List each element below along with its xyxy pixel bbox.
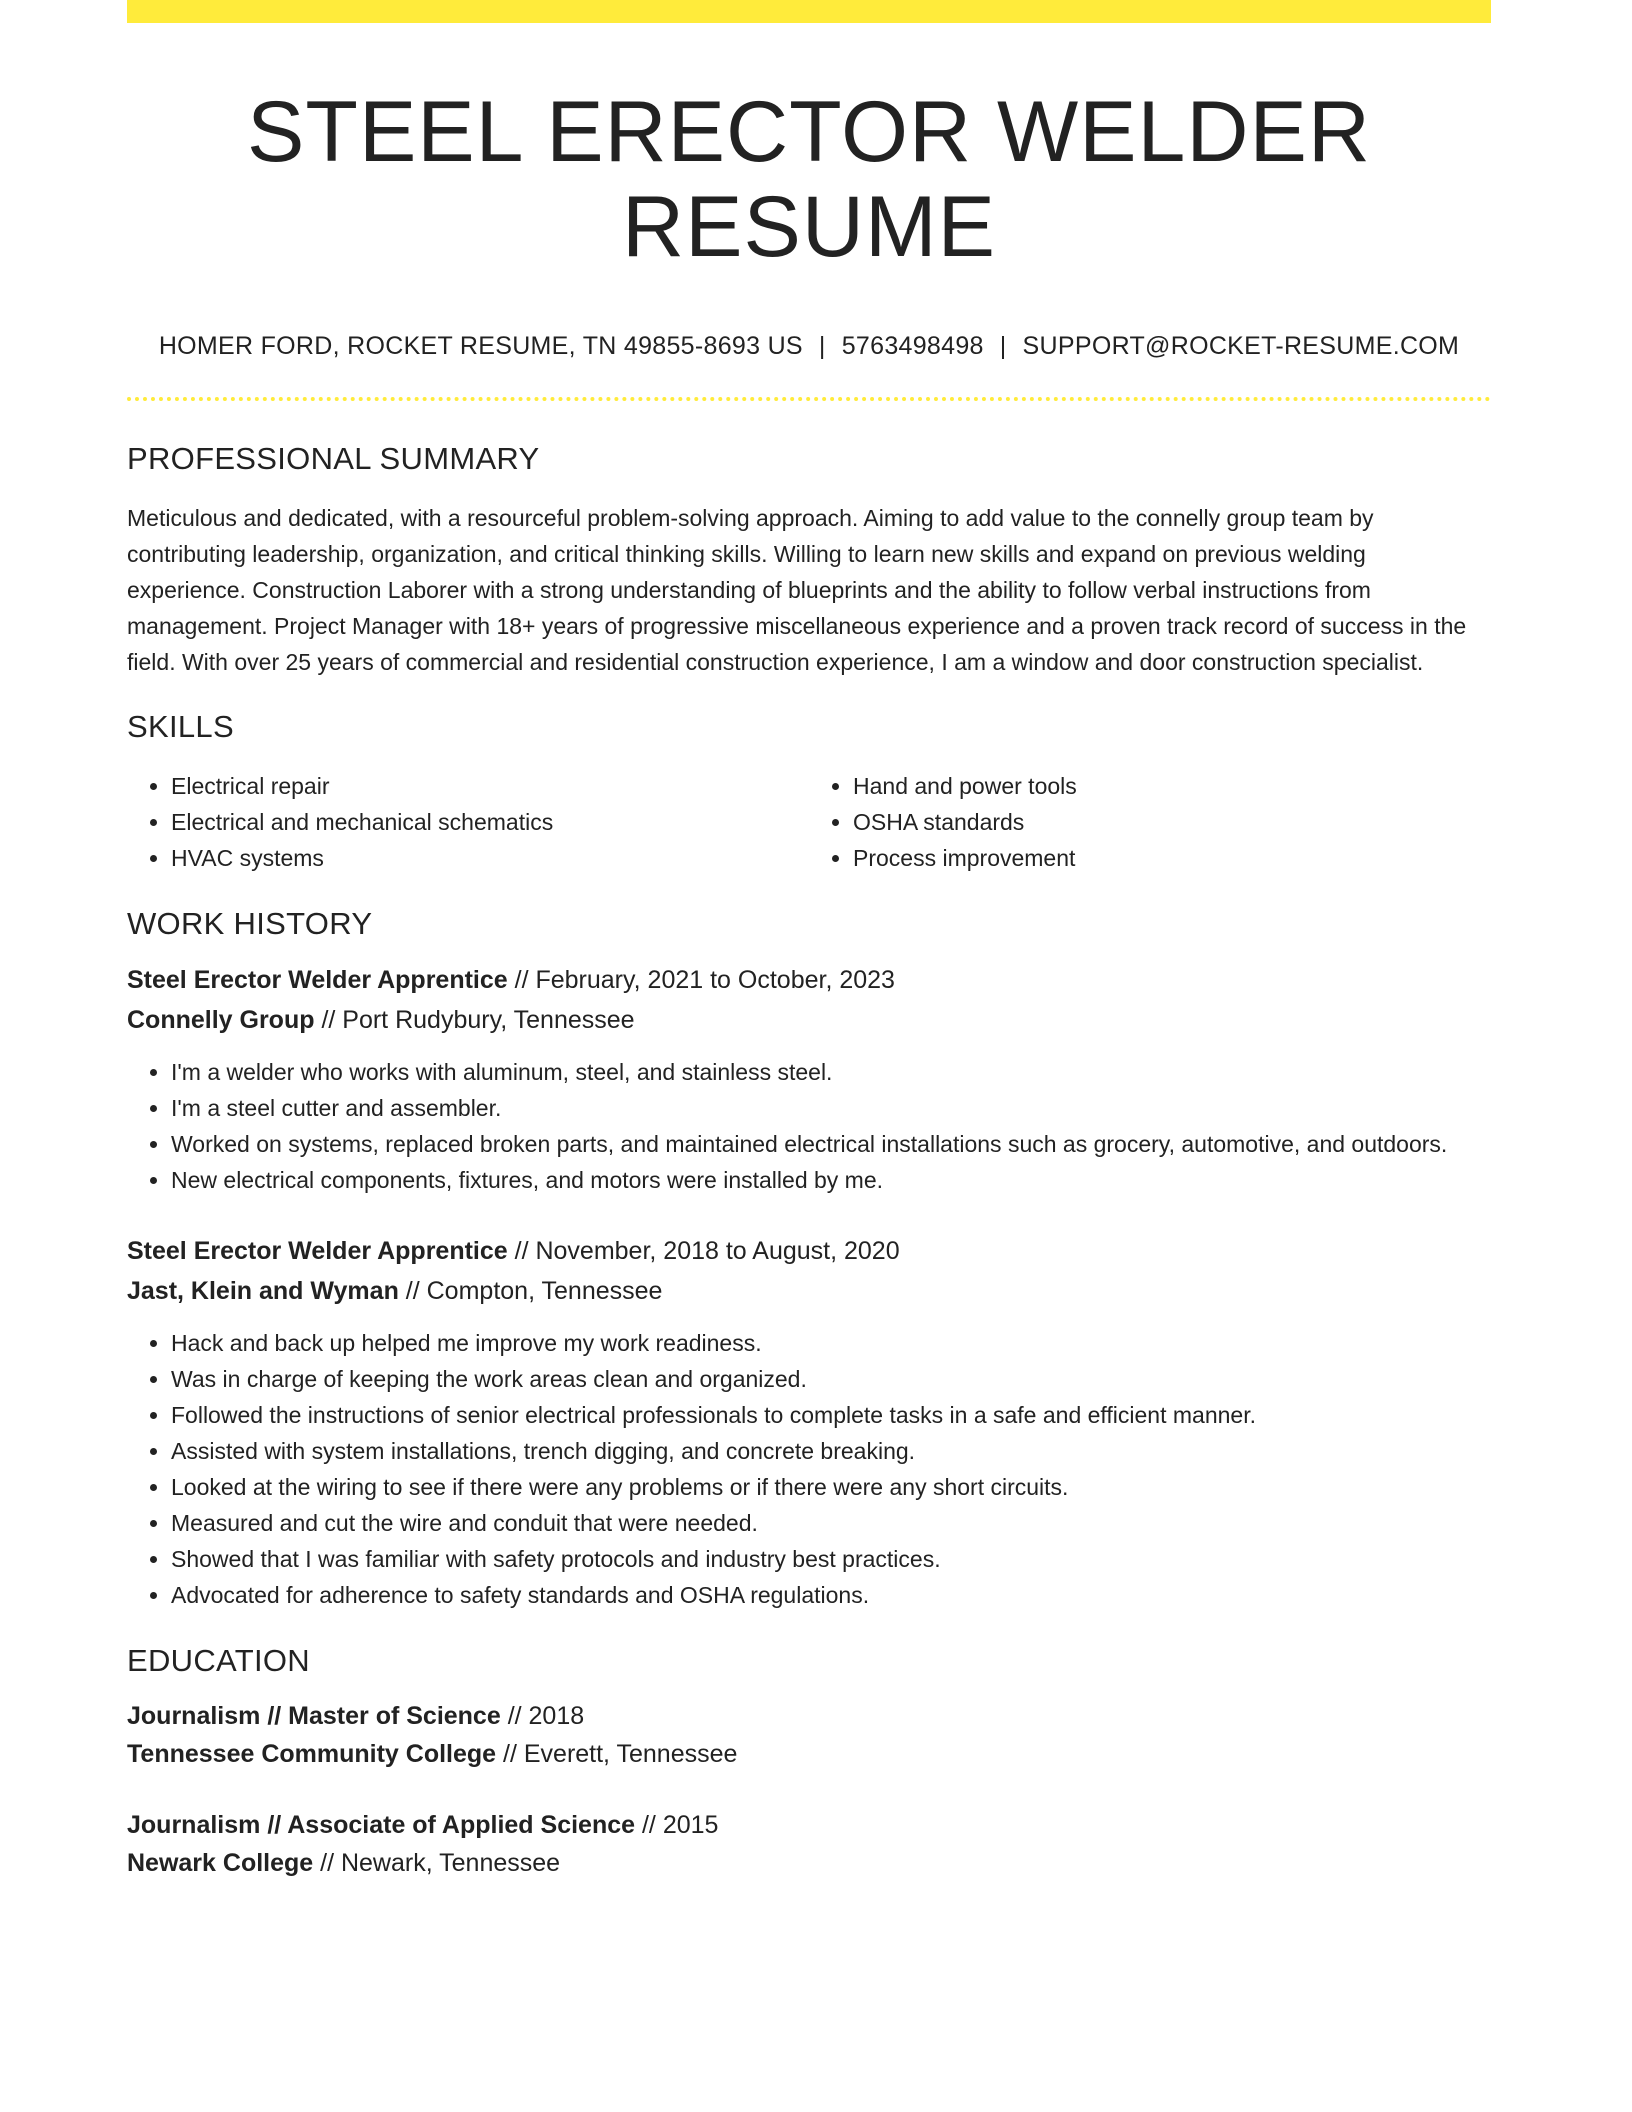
job-title-line (127, 1231, 1491, 1271)
job-location: // Port Rudybury, Tennessee (314, 1006, 635, 1035)
job-company: Connelly Group (127, 1006, 315, 1035)
education-entry (127, 1697, 1491, 1773)
skill-item: • OSHA standards (853, 804, 1491, 840)
skills-heading: SKILLS (127, 709, 234, 745)
contact-address: HOMER FORD, ROCKET RESUME, TN 49855-8693 US (158, 332, 803, 361)
dotted-divider (127, 397, 1491, 401)
job-entry (127, 960, 1491, 1198)
education-degree: Journalism // Master of Science (127, 1702, 501, 1731)
job-company-line (127, 1000, 1491, 1040)
education-heading: EDUCATION (127, 1643, 310, 1679)
education-degree-line (127, 1806, 1491, 1844)
education-degree: Journalism // Associate of Applied Science (127, 1811, 636, 1840)
job-bullets (127, 1325, 1491, 1613)
skill-item: • HVAC systems (171, 840, 809, 876)
job-bullet: • Followed the instructions of senior electrical professionals to complete tasks in a safe and efficient manner. (171, 1397, 1491, 1433)
contact-separator: | (999, 332, 1007, 361)
education-year: // 2015 (635, 1811, 719, 1840)
job-bullet: • Assisted with system installations, trench digging, and concrete breaking. (171, 1433, 1491, 1469)
job-company-line (127, 1271, 1491, 1311)
job-location: // Compton, Tennessee (398, 1277, 663, 1306)
job-dates: // February, 2021 to October, 2023 (507, 966, 895, 995)
education-school-line (127, 1844, 1491, 1882)
summary-heading: PROFESSIONAL SUMMARY (127, 441, 540, 477)
job-bullet: • Measured and cut the wire and conduit that were needed. (171, 1505, 1491, 1541)
job-title-line (127, 960, 1491, 1000)
contact-phone: 5763498498 (841, 332, 984, 361)
contact-line (127, 332, 1491, 361)
job-bullet: • I'm a welder who works with aluminum, steel, and stainless steel. (171, 1054, 1491, 1090)
contact-email[interactable]: SUPPORT@ROCKET-RESUME.COM (1022, 332, 1460, 361)
job-bullet: • I'm a steel cutter and assembler. (171, 1090, 1491, 1126)
skill-item: • Electrical and mechanical schematics (171, 804, 809, 840)
job-dates: // November, 2018 to August, 2020 (507, 1237, 900, 1266)
education-school-line (127, 1735, 1491, 1773)
education-school: Newark College (127, 1849, 314, 1878)
job-bullets (127, 1054, 1491, 1198)
skills-list (127, 768, 1491, 876)
job-bullet: • Hack and back up helped me improve my work readiness. (171, 1325, 1491, 1361)
education-entry (127, 1806, 1491, 1882)
skills-column-right (809, 768, 1491, 876)
skills-column-left (127, 768, 809, 876)
summary-text: Meticulous and dedicated, with a resourceful problem-solving approach. Aiming to add value to the connelly group team by contributing leadership, organization, and critical thinking skills. Willing to learn new skills and expand on previous welding experience. Construction Laborer with a strong understanding of blueprints and the ability to follow verbal instructions from management. Project Manager with 18+ years of progressive miscellaneous experience and a proven track record of success in the field. With over 25 years of commercial and residential construction experience, I am a window and door construction specialist. (127, 505, 1467, 676)
contact-separator: | (818, 332, 826, 361)
education-school: Tennessee Community College (127, 1740, 497, 1769)
education-location: // Everett, Tennessee (496, 1740, 738, 1769)
job-bullet: • New electrical components, fixtures, and motors were installed by me. (171, 1162, 1491, 1198)
job-bullet: • Showed that I was familiar with safety protocols and industry best practices. (171, 1541, 1491, 1577)
job-bullet: • Was in charge of keeping the work areas clean and organized. (171, 1361, 1491, 1397)
skill-item: • Hand and power tools (853, 768, 1491, 804)
resume-title: STEEL ERECTOR WELDER RESUME (247, 84, 1371, 275)
education-location: // Newark, Tennessee (313, 1849, 561, 1878)
job-bullet: • Worked on systems, replaced broken parts, and maintained electrical installations such as grocery, automotive, and outdoors. (171, 1126, 1491, 1162)
resume-page (127, 0, 1491, 1882)
job-entry (127, 1231, 1491, 1613)
job-company: Jast, Klein and Wyman (127, 1277, 399, 1306)
work-history-heading: WORK HISTORY (127, 906, 373, 942)
accent-top-bar (127, 0, 1491, 23)
skill-item: • Electrical repair (171, 768, 809, 804)
job-title: Steel Erector Welder Apprentice (127, 1237, 508, 1266)
skill-item: • Process improvement (853, 840, 1491, 876)
education-degree-line (127, 1697, 1491, 1735)
education-year: // 2018 (500, 1702, 585, 1731)
job-title: Steel Erector Welder Apprentice (127, 966, 508, 995)
job-bullet: • Advocated for adherence to safety standards and OSHA regulations. (171, 1577, 1491, 1613)
job-bullet: • Looked at the wiring to see if there were any problems or if there were any short circuits. (171, 1469, 1491, 1505)
